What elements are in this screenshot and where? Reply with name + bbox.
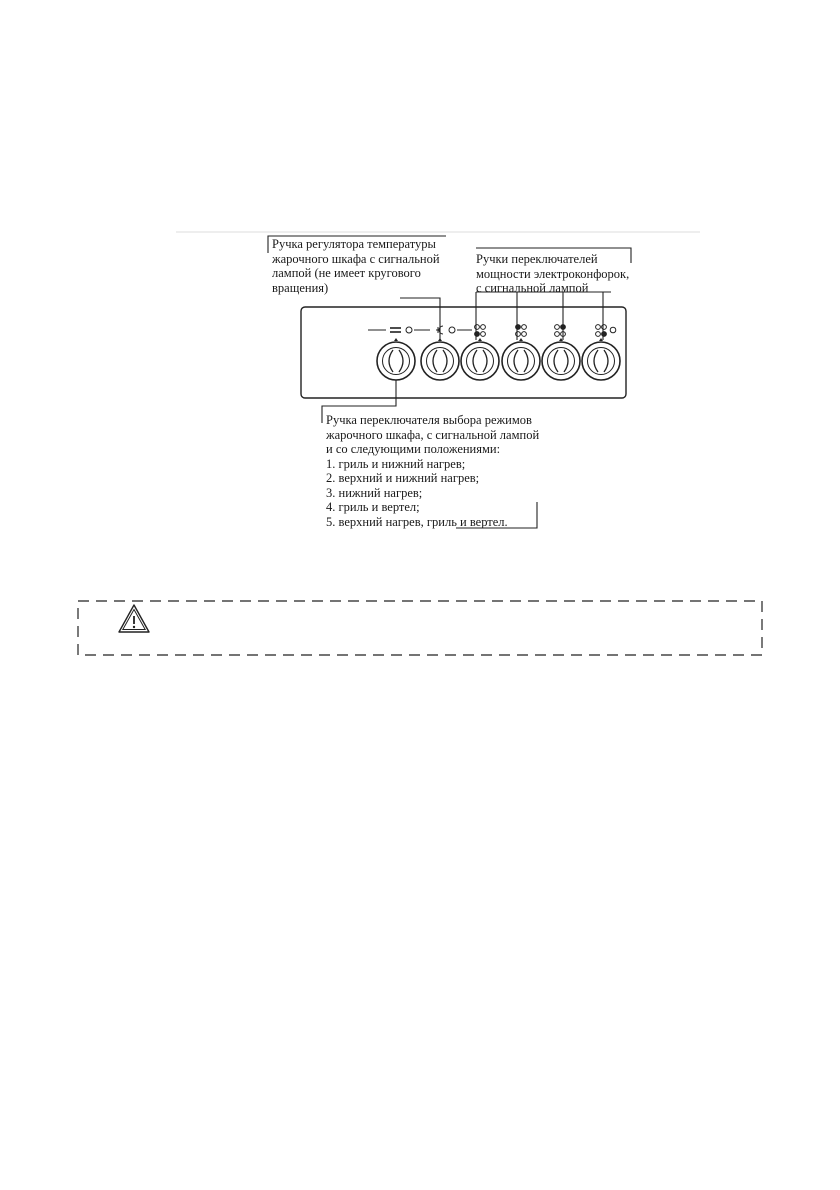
callout-oven-temperature — [272, 237, 440, 295]
knob-burner-1[interactable] — [461, 338, 499, 380]
mode-item: 3. нижний нагрев; — [326, 485, 423, 500]
mode-item: 2. верхний и нижний нагрев; — [326, 471, 480, 485]
knob-symbols — [368, 325, 616, 337]
callout-burner-switches — [476, 252, 629, 296]
mode-item: 1. гриль и нижний нагрев; — [326, 456, 466, 471]
callout-line: жарочного шкафа, с сигнальной лампой — [326, 427, 540, 442]
callout-line: лампой (не имеет кругового — [272, 266, 421, 280]
knob-burner-3[interactable] — [542, 338, 580, 380]
callout-line: и со следующими положениями: — [326, 442, 501, 456]
knob-oven-temperature[interactable] — [421, 338, 459, 380]
knob-mode-selector[interactable] — [377, 338, 415, 380]
callout-mode-selector — [326, 413, 539, 529]
callout-line: мощности электроконфорок, — [476, 266, 630, 281]
callout-line: Ручка переключателя выбора режимов — [326, 413, 532, 427]
knob-burner-4[interactable] — [582, 338, 620, 380]
mode-item: 4. гриль и вертел; — [326, 500, 420, 514]
warning-box — [77, 600, 763, 656]
callout-line: с сигнальной лампой — [476, 281, 589, 295]
callout-line: вращения) — [272, 280, 329, 295]
mode-item: 5. верхний нагрев, гриль и вертел. — [326, 514, 508, 529]
callout-line: жарочного шкафа с сигнальной — [272, 251, 440, 266]
warning-triangle-icon — [117, 603, 151, 635]
callout-line: Ручки переключателей — [476, 252, 598, 266]
callout-line: Ручка регулятора температуры — [272, 237, 436, 251]
knob-burner-2[interactable] — [502, 338, 540, 380]
